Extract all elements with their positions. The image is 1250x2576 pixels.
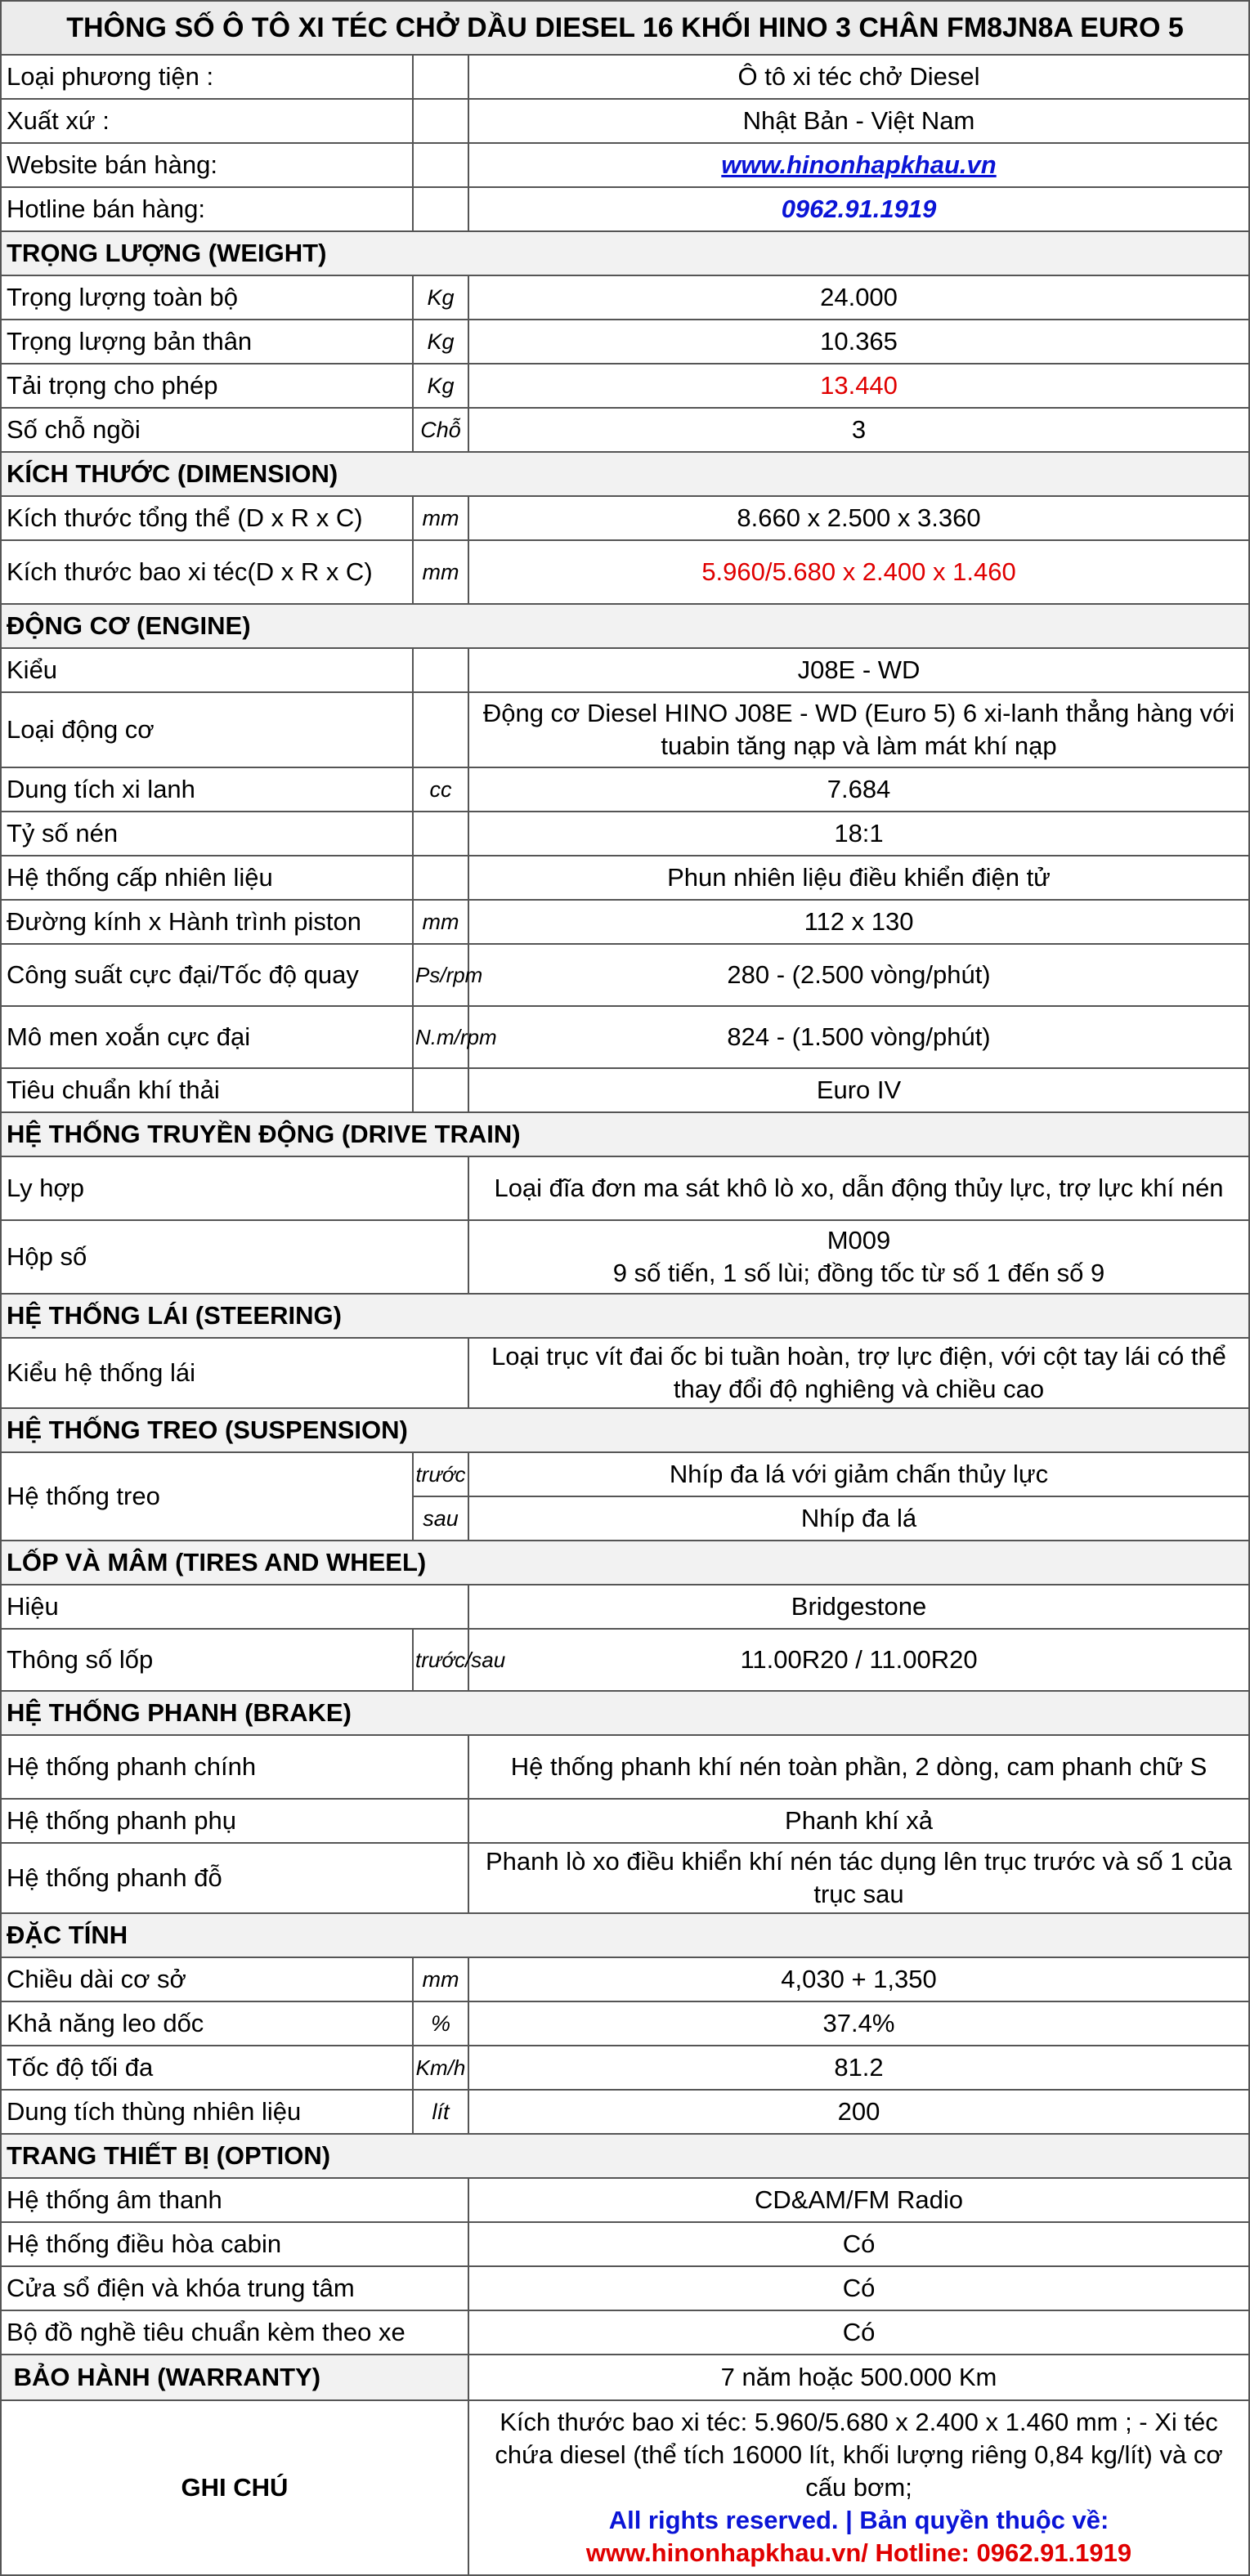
tire-brand-label: Hiệu [1, 1585, 468, 1629]
section-engine: ĐỘNG CƠ (ENGINE) [1, 604, 1249, 648]
seats-label: Số chỗ ngồi [1, 408, 413, 452]
compression-label: Tỷ số nén [1, 812, 413, 856]
tank-dimension-value: 5.960/5.680 x 2.400 x 1.460 [468, 540, 1249, 604]
empty-unit-cell [413, 692, 468, 767]
overall-dimension-label: Kích thước tổng thể (D x R x C) [1, 496, 413, 540]
warranty-label: BẢO HÀNH (WARRANTY) [1, 2355, 468, 2400]
overall-dimension-unit: mm [413, 496, 468, 540]
engine-model-label: Kiểu [1, 648, 413, 692]
payload-value: 13.440 [468, 364, 1249, 408]
max-speed-unit: Km/h [413, 2046, 468, 2090]
clutch-value: Loại đĩa đơn ma sát khô lò xo, dẫn động thủy lực, trợ lực khí nén [468, 1156, 1249, 1220]
ac-value: Có [468, 2222, 1249, 2266]
note-text: Kích thước bao xi téc: 5.960/5.680 x 2.400 x 1.460 mm ; - Xi téc chứa diesel (thể tích 16000 lít, khối lượng riêng 0,84 kg/lít) và cơ cấu bơm; [495, 2408, 1223, 2502]
suspension-rear-value: Nhíp đa lá [468, 1496, 1249, 1541]
displacement-unit: cc [413, 767, 468, 812]
max-torque-unit: N.m/rpm [413, 1006, 468, 1068]
max-speed-value: 81.2 [468, 2046, 1249, 2090]
power-window-value: Có [468, 2266, 1249, 2310]
grade-unit: % [413, 2001, 468, 2046]
hotline-label: Hotline bán hàng: [1, 187, 413, 231]
gearbox-value [468, 1220, 1249, 1294]
website-link[interactable]: www.hinonhapkhau.vn [468, 143, 1249, 187]
displacement-value: 7.684 [468, 767, 1249, 812]
empty-unit-cell [413, 1068, 468, 1112]
max-power-label: Công suất cực đại/Tốc độ quay [1, 944, 413, 1006]
section-options: TRANG THIẾT BỊ (OPTION) [1, 2134, 1249, 2178]
tire-spec-value: 11.00R20 / 11.00R20 [468, 1629, 1249, 1691]
ac-label: Hệ thống điều hòa cabin [1, 2222, 468, 2266]
section-suspension: HỆ THỐNG TREO (SUSPENSION) [1, 1408, 1249, 1452]
parking-brake-label: Hệ thống phanh đỗ [1, 1843, 468, 1913]
contact-link[interactable]: www.hinonhapkhau.vn/ Hotline: 0962.91.1919 [585, 2538, 1132, 2567]
aux-brake-label: Hệ thống phanh phụ [1, 1799, 468, 1843]
empty-unit-cell [413, 55, 468, 99]
grade-value: 37.4% [468, 2001, 1249, 2046]
empty-unit-cell [413, 143, 468, 187]
hotline-value: 0962.91.1919 [468, 187, 1249, 231]
section-brake: HỆ THỐNG PHANH (BRAKE) [1, 1691, 1249, 1735]
fuel-tank-label: Dung tích thùng nhiên liệu [1, 2090, 413, 2134]
tool-kit-label: Bộ đồ nghề tiêu chuẩn kèm theo xe [1, 2310, 468, 2355]
bore-stroke-value: 112 x 130 [468, 900, 1249, 944]
tank-dimension-label: Kích thước bao xi téc(D x R x C) [1, 540, 413, 604]
audio-value: CD&AM/FM Radio [468, 2178, 1249, 2222]
suspension-front-value: Nhíp đa lá với giảm chấn thủy lực [468, 1452, 1249, 1496]
payload-label: Tải trọng cho phép [1, 364, 413, 408]
emission-label: Tiêu chuẩn khí thải [1, 1068, 413, 1112]
vehicle-type-value: Ô tô xi téc chở Diesel [468, 55, 1249, 99]
fuel-tank-unit: lít [413, 2090, 468, 2134]
compression-value: 18:1 [468, 812, 1249, 856]
payload-unit: Kg [413, 364, 468, 408]
main-brake-label: Hệ thống phanh chính [1, 1735, 468, 1799]
seats-value: 3 [468, 408, 1249, 452]
suspension-label: Hệ thống treo [1, 1452, 413, 1541]
wheelbase-label: Chiều dài cơ sở [1, 1957, 413, 2001]
max-power-value: 280 - (2.500 vòng/phút) [468, 944, 1249, 1006]
parking-brake-value: Phanh lò xo điều khiển khí nén tác dụng lên trục trước và số 1 của trục sau [468, 1843, 1249, 1913]
aux-brake-value: Phanh khí xả [468, 1799, 1249, 1843]
max-torque-value: 824 - (1.500 vòng/phút) [468, 1006, 1249, 1068]
curb-weight-label: Trọng lượng bản thân [1, 320, 413, 364]
engine-type-value: Động cơ Diesel HINO J08E - WD (Euro 5) 6 xi-lanh thẳng hàng với tuabin tăng nạp và làm mát khí nạp [468, 692, 1249, 767]
tank-dimension-unit: mm [413, 540, 468, 604]
max-power-unit: Ps/rpm [413, 944, 468, 1006]
website-label: Website bán hàng: [1, 143, 413, 187]
section-weight: TRỌNG LƯỢNG (WEIGHT) [1, 231, 1249, 275]
note-label: GHI CHÚ [1, 2400, 468, 2575]
empty-unit-cell [413, 187, 468, 231]
grade-label: Khả năng leo dốc [1, 2001, 413, 2046]
displacement-label: Dung tích xi lanh [1, 767, 413, 812]
vehicle-type-label: Loại phương tiện : [1, 55, 413, 99]
tire-brand-value: Bridgestone [468, 1585, 1249, 1629]
bore-stroke-label: Đường kính x Hành trình piston [1, 900, 413, 944]
tire-spec-label: Thông số lốp [1, 1629, 413, 1691]
power-window-label: Cửa sổ điện và khóa trung tâm [1, 2266, 468, 2310]
section-features: ĐẶC TÍNH [1, 1913, 1249, 1957]
suspension-rear-unit: sau [413, 1496, 468, 1541]
main-brake-value: Hệ thống phanh khí nén toàn phần, 2 dòng, cam phanh chữ S [468, 1735, 1249, 1799]
curb-weight-unit: Kg [413, 320, 468, 364]
fuel-system-label: Hệ thống cấp nhiên liệu [1, 856, 413, 900]
engine-type-label: Loại động cơ [1, 692, 413, 767]
origin-value: Nhật Bản - Việt Nam [468, 99, 1249, 143]
origin-label: Xuất xứ : [1, 99, 413, 143]
tire-spec-unit: trước/sau [413, 1629, 468, 1691]
empty-unit-cell [413, 648, 468, 692]
steering-type-label: Kiểu hệ thống lái [1, 1338, 468, 1408]
fuel-system-value: Phun nhiên liệu điều khiển điện tử [468, 856, 1249, 900]
max-torque-label: Mô men xoắn cực đại [1, 1006, 413, 1068]
section-tires: LỐP VÀ MÂM (TIRES AND WHEEL) [1, 1541, 1249, 1585]
section-dimension: KÍCH THƯỚC (DIMENSION) [1, 452, 1249, 496]
page-title: THÔNG SỐ Ô TÔ XI TÉC CHỞ DẦU DIESEL 16 KHỐI HINO 3 CHÂN FM8JN8A EURO 5 [1, 1, 1249, 55]
engine-model-value: J08E - WD [468, 648, 1249, 692]
total-weight-value: 24.000 [468, 275, 1249, 320]
curb-weight-value: 10.365 [468, 320, 1249, 364]
section-drivetrain: HỆ THỐNG TRUYỀN ĐỘNG (DRIVE TRAIN) [1, 1112, 1249, 1156]
section-steering: HỆ THỐNG LÁI (STEERING) [1, 1294, 1249, 1338]
gearbox-model: M009 [827, 1226, 891, 1254]
gearbox-label: Hộp số [1, 1220, 468, 1294]
rights-text: All rights reserved. | Bản quyền thuộc về: [608, 2506, 1109, 2534]
overall-dimension-value: 8.660 x 2.500 x 3.360 [468, 496, 1249, 540]
wheelbase-value: 4,030 + 1,350 [468, 1957, 1249, 2001]
gearbox-gears: 9 số tiến, 1 số lùi; đồng tốc từ số 1 đến số 9 [612, 1259, 1105, 1287]
clutch-label: Ly hợp [1, 1156, 468, 1220]
empty-unit-cell [413, 856, 468, 900]
note-cell [468, 2400, 1249, 2575]
seats-unit: Chỗ [413, 408, 468, 452]
tool-kit-value: Có [468, 2310, 1249, 2355]
total-weight-unit: Kg [413, 275, 468, 320]
empty-unit-cell [413, 812, 468, 856]
empty-unit-cell [413, 99, 468, 143]
wheelbase-unit: mm [413, 1957, 468, 2001]
warranty-value: 7 năm hoặc 500.000 Km [468, 2355, 1249, 2400]
audio-label: Hệ thống âm thanh [1, 2178, 468, 2222]
total-weight-label: Trọng lượng toàn bộ [1, 275, 413, 320]
emission-value: Euro IV [468, 1068, 1249, 1112]
steering-type-value: Loại trục vít đai ốc bi tuần hoàn, trợ lực điện, với cột tay lái có thể thay đổi độ nghiêng và chiều cao [468, 1338, 1249, 1408]
suspension-front-unit: trước [413, 1452, 468, 1496]
fuel-tank-value: 200 [468, 2090, 1249, 2134]
max-speed-label: Tốc độ tối đa [1, 2046, 413, 2090]
bore-stroke-unit: mm [413, 900, 468, 944]
